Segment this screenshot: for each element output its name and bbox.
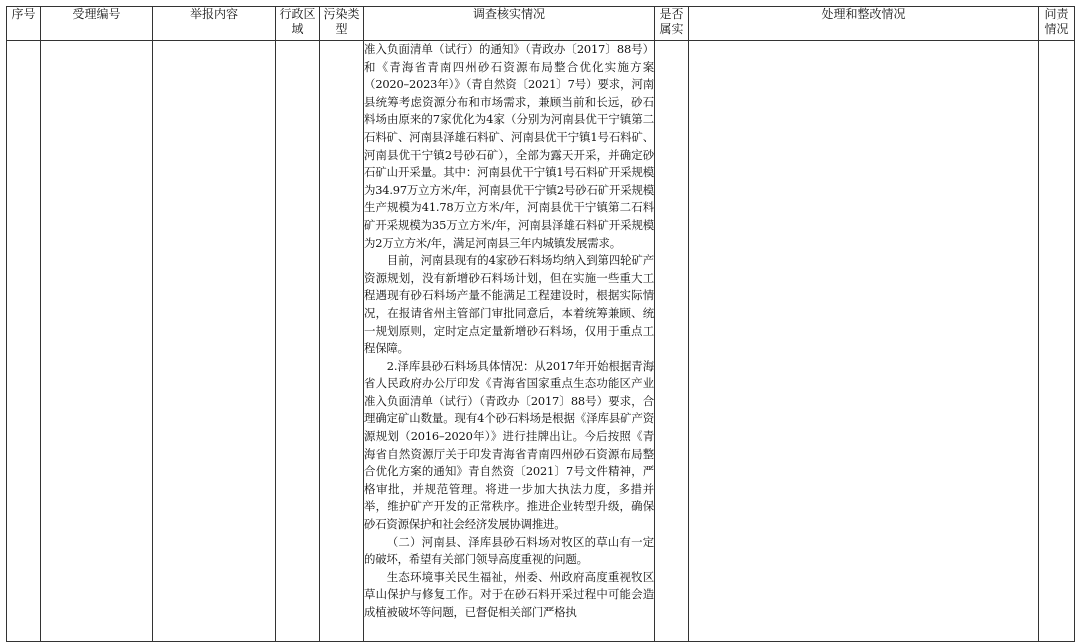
header-true-or-not: 是否属实 (655, 7, 689, 41)
cell-case-no (41, 41, 153, 642)
investigation-paragraph: （二）河南县、泽库县砂石料场对牧区的草山有一定的破坏，希望有关部门领导高度重视的问题。 (364, 534, 654, 567)
investigation-paragraph: 生态环境事关民生福祉，州委、州政府高度重视牧区草山保护与修复工作。对于在砂石料开采过程中可能会造成植被破坏等问题，已督促相关部门严格执 (364, 569, 654, 619)
cell-true-or-not (655, 41, 689, 642)
header-district: 行政区域 (276, 7, 320, 41)
header-report-content: 举报内容 (153, 7, 276, 41)
investigation-paragraph: 2.泽库县砂石料场具体情况：从2017年开始根据青海省人民政府办公厅印发《青海省国家重点生态功能区产业准入负面清单（试行）（青政办〔2017〕88号）要求，合理确定矿山数量。现有4个砂石料场是根据《泽库县矿产资源规划（2016–2020年）》进行挂牌出让。今后按照《青海省自然资源厅关于印发青海省青南四州砂石资源布局整合优化方案的通知》青自然资〔2021〕7号文件精神，严格审批，并规范管理。将进一步加大执法力度，多措并举，维护矿产开发的正常秩序。推进企业转型升级，确保砂石资源保护和社会经济发展协调推进。 (364, 358, 654, 532)
investigation-paragraph: 目前，河南县现有的4家砂石料场均纳入到第四轮矿产资源规划，没有新增砂石料场计划，但在实施一些重大工程遇现有砂石料场产量不能满足工程建设时，根据实际情况，在报请省州主管部门审批同意后，本着统筹兼顾、统一规划原则，定时定点定量新增砂石料场，仅用于重点工程保障。 (364, 253, 654, 356)
cell-accountability (1039, 41, 1075, 642)
cell-investigation (364, 41, 655, 642)
investigation-table (6, 6, 1075, 642)
cell-report-content (153, 41, 276, 642)
investigation-paragraph: 准入负面清单（试行）的通知》（青政办〔2017〕88号）和《青海省青南四州砂石资源布局整合优化实施方案（2020–2023年）》（青自然资〔2021〕7号）要求，河南县统筹考虑资源分布和市场需求，兼顾当前和长远，砂石料场由原来的7家优化为4家（分别为河南县优干宁镇第二石料矿、河南县泽雄石料矿、河南县优干宁镇1号石料矿、河南县优干宁镇2号砂石矿），全部为露天开采，并确定砂石矿山开采量。其中：河南县优干宁镇1号石料矿开采规模为34.97万立方米/年，河南县优干宁镇2号砂石矿开采规模生产规模为41.78万立方米/年，河南县优干宁镇第二石料矿开采规模为35万立方米/年，河南县泽雄石料矿开采规模为2万立方米/年，满足河南县三年内城镇发展需求。 (364, 42, 654, 250)
table-row (7, 41, 1075, 642)
cell-pollution-type (320, 41, 364, 642)
cell-handling (689, 41, 1039, 642)
header-investigation: 调查核实情况 (364, 7, 655, 41)
header-case-no: 受理编号 (41, 7, 153, 41)
header-row (7, 7, 1075, 41)
cell-seq (7, 41, 41, 642)
header-accountability: 问责情况 (1039, 7, 1075, 41)
cell-district (276, 41, 320, 642)
header-pollution-type: 污染类型 (320, 7, 364, 41)
header-seq: 序号 (7, 7, 41, 41)
header-handling: 处理和整改情况 (689, 7, 1039, 41)
